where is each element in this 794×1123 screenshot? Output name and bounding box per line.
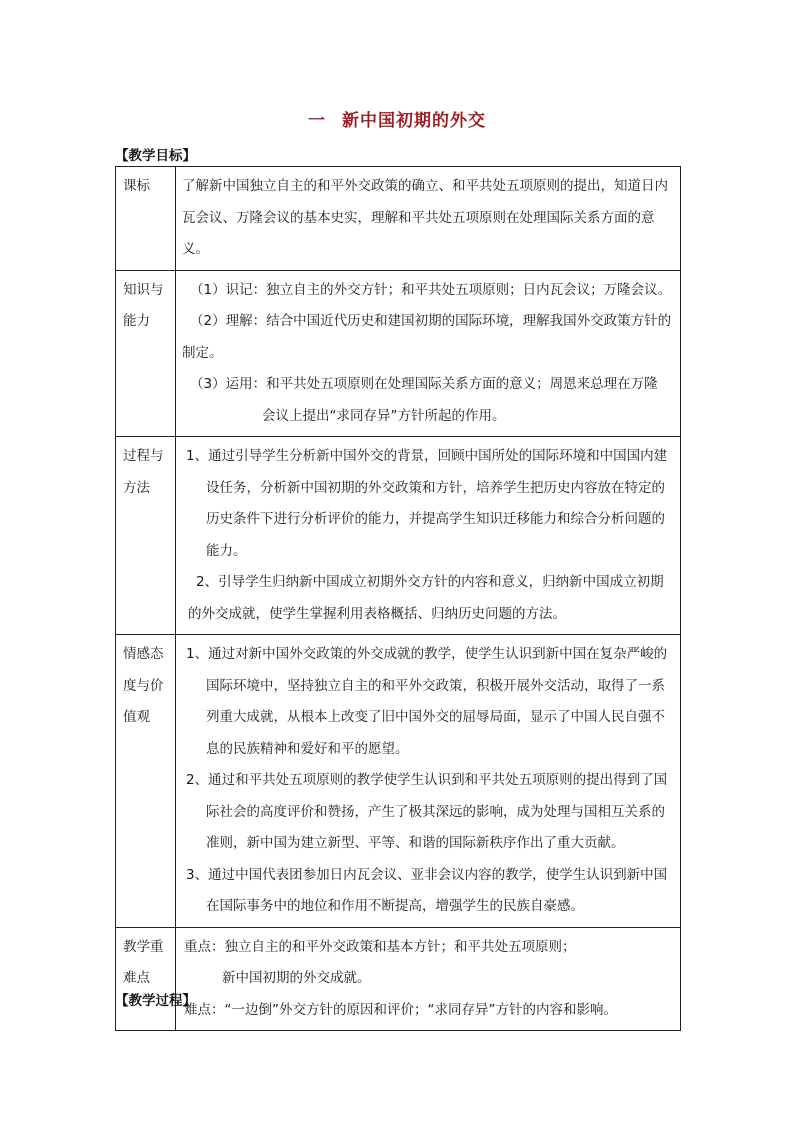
row-label-attitude bbox=[116, 635, 176, 928]
label-text: 教学重 bbox=[123, 938, 164, 955]
row-label-knowledge bbox=[116, 270, 176, 437]
knowledge-item-2: （2）理解：结合中国近代历史和建国初期的国际环境，理解我国外交政策方针的制定。 bbox=[182, 313, 672, 361]
row-label-focus bbox=[116, 927, 176, 1031]
label-text: 难点 bbox=[123, 970, 150, 986]
label-text: 度与价 bbox=[123, 677, 164, 694]
key-point-line-2: 新中国初期的外交成就。 bbox=[222, 970, 371, 986]
label-text: 值观 bbox=[123, 709, 150, 725]
difficult-point: 难点：“一边倒”外交方针的原因和评价；“求同存异”方针的内容和影响。 bbox=[184, 1001, 617, 1018]
row-content-standard bbox=[176, 167, 681, 271]
knowledge-item-3-line-2: 会议上提出“求同存异”方针所起的作用。 bbox=[262, 407, 506, 424]
label-text: 课标 bbox=[123, 178, 150, 194]
table-row-attitude bbox=[116, 635, 681, 928]
attitude-item-2: 2、通过和平共处五项原则的教学使学生认识到和平共处五项原则的提出得到了国际社会的高度评价和赞扬，产生了极其深远的影响，成为处理与国相互关系的准则，新中国为建立新型、平等、和谐的国际新秩序作出了重大贡献。 bbox=[186, 772, 668, 851]
knowledge-item-1: （1）识记：独立自主的外交方针；和平共处五项原则；日内瓦会议；万隆会议。 bbox=[190, 281, 672, 298]
table-row-knowledge bbox=[116, 270, 681, 437]
process-item-1: 1、通过引导学生分析新中国外交的背景，回顾中国所处的国际环境和中国国内建设任务，分析新中国初期的外交政策和方针，培养学生把历史内容放在特定的历史条件下进行分析评价的能力，并提高学生知识迁移能力和综合分析问题的能力。 bbox=[186, 448, 668, 559]
page-title bbox=[0, 106, 794, 131]
row-content-focus bbox=[176, 927, 681, 1031]
title-text: 新中国初期的外交 bbox=[342, 111, 486, 131]
knowledge-item-3-line-1: （3）运用：和平共处五项原则在处理国际关系方面的意义；周恩来总理在万隆 bbox=[190, 376, 658, 392]
label-text: 情感态 bbox=[123, 646, 164, 662]
standard-text: 了解新中国独立自主的和平外交政策的确立、和平共处五项原则的提出，知道日内瓦会议、万隆会议的基本史实，理解和平共处五项原则在处理国际关系方面的意义。 bbox=[182, 178, 668, 257]
table-row-standard bbox=[116, 167, 681, 271]
table-row-process bbox=[116, 437, 681, 635]
objectives-table bbox=[115, 166, 681, 1031]
label-text: 知识与 bbox=[123, 281, 164, 298]
table-row-focus bbox=[116, 927, 681, 1031]
section-heading-process: 【教学过程】 bbox=[115, 993, 196, 1009]
row-content-knowledge bbox=[176, 270, 681, 437]
label-text: 能力 bbox=[123, 313, 150, 329]
attitude-item-1: 1、通过对新中国外交政策的外交成就的教学，使学生认识到新中国在复杂严峻的国际环境中，坚持独立自主的和平外交政策，积极开展外交活动，取得了一系列重大成就，从根本上改变了旧中国外交的屈辱局面，显示了中国人民自强不息的民族精神和爱好和平的愿望。 bbox=[186, 646, 668, 757]
process-item-2: 2、引导学生归纳新中国成立初期外交方针的内容和意义，归纳新中国成立初期的外交成就，使学生掌握利用表格概括、归纳历史问题的方法。 bbox=[188, 574, 664, 622]
label-text: 过程与 bbox=[123, 448, 164, 464]
row-content-attitude bbox=[176, 635, 681, 928]
section-heading-objectives: 【教学目标】 bbox=[115, 148, 196, 164]
title-number: 一 bbox=[308, 111, 326, 131]
row-content-process bbox=[176, 437, 681, 635]
row-label-standard bbox=[116, 167, 176, 271]
key-point-line-1: 重点：独立自主的和平外交政策和基本方针；和平共处五项原则； bbox=[184, 938, 576, 955]
attitude-item-3: 3、通过中国代表团参加日内瓦会议、亚非会议内容的教学，使学生认识到新中国在国际事务中的地位和作用不断提高，增强学生的民族自豪感。 bbox=[186, 866, 668, 914]
row-label-process bbox=[116, 437, 176, 635]
label-text: 方法 bbox=[123, 479, 150, 496]
